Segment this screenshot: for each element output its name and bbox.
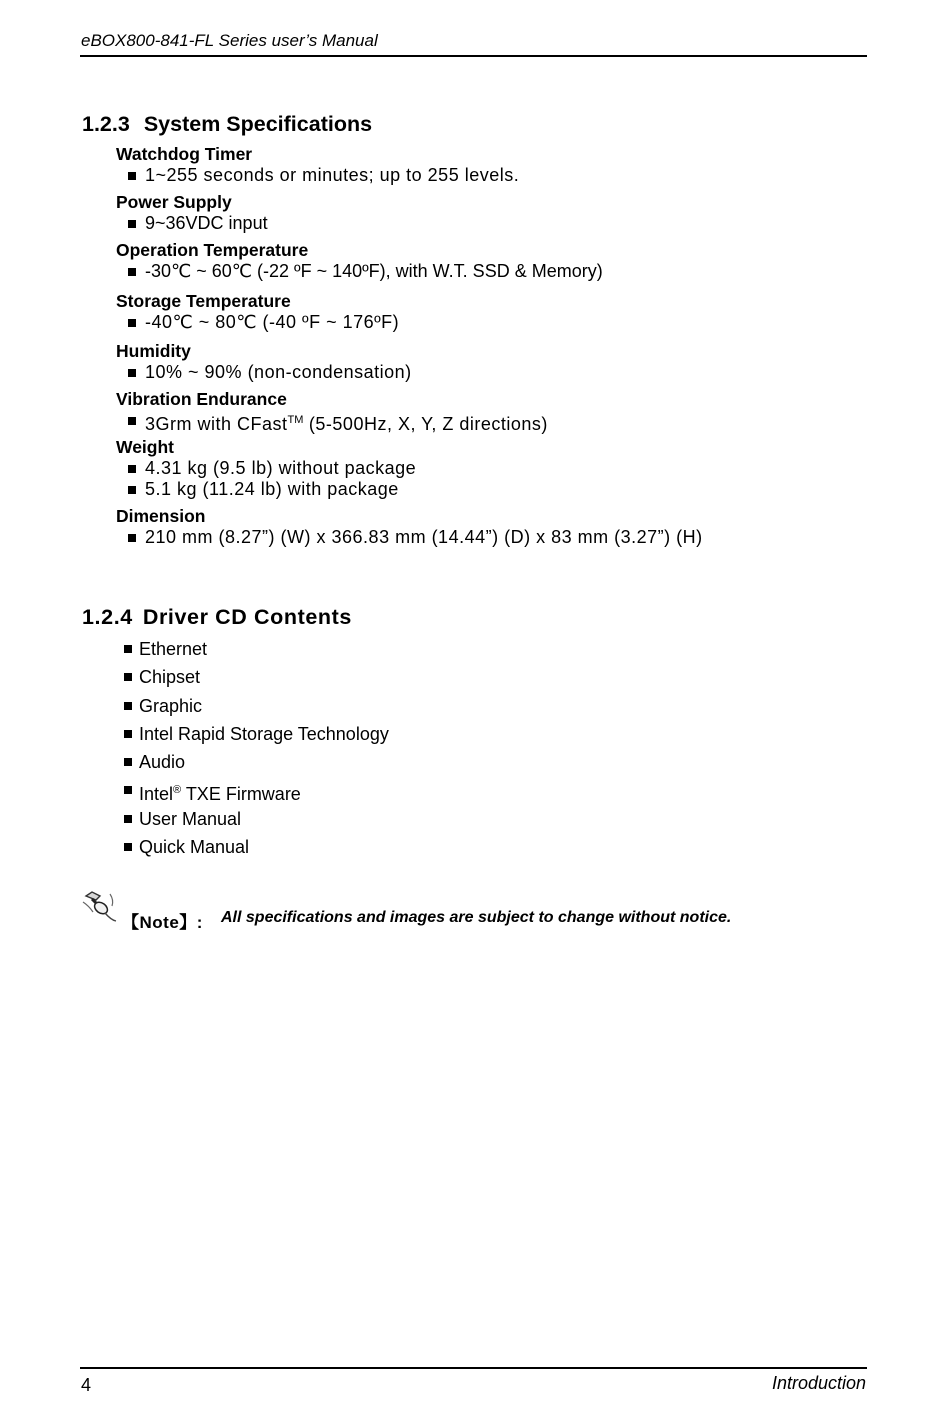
spec-group-operation-temperature: [116, 239, 876, 282]
spec-item-text: 4.31 kg (9.5 lb) without package: [145, 458, 417, 478]
spec-item: [116, 362, 876, 383]
header-divider: [80, 55, 867, 57]
spec-item-text: 3Grm with CFast: [145, 414, 288, 434]
pushpin-note-icon: [80, 890, 118, 924]
square-bullet-icon: [124, 843, 132, 851]
section-heading-driver-cd: [82, 605, 352, 630]
list-item: [122, 720, 389, 748]
list-item-text: Intel: [139, 784, 174, 805]
list-item-text: User Manual: [139, 808, 242, 829]
square-bullet-icon: [124, 645, 132, 653]
driver-cd-list: [122, 635, 389, 861]
list-item-text: Audio: [139, 752, 186, 773]
spec-item: [116, 165, 876, 186]
square-bullet-icon: [124, 730, 132, 738]
trademark-superscript: TM: [287, 414, 304, 426]
spec-item-text: (5-500Hz, X, Y, Z directions): [303, 414, 548, 434]
section-title: System Specifications: [143, 112, 373, 136]
list-item-text: Quick Manual: [139, 837, 250, 858]
spec-item-text: -30℃ ~ 60℃ (-22 ºF ~ 140ºF), with W.T. SSD & Memory): [145, 261, 603, 281]
spec-group-weight: [116, 436, 876, 500]
section-title: Driver CD Contents: [142, 605, 352, 629]
note-block: [80, 890, 880, 930]
square-bullet-icon: [128, 465, 136, 473]
list-item-text: Chipset: [139, 667, 201, 688]
spec-group-vibration: [116, 388, 876, 434]
list-item: [122, 776, 389, 804]
square-bullet-icon: [128, 220, 136, 228]
spec-title: Humidity: [116, 341, 191, 361]
spec-title: Weight: [116, 437, 175, 457]
list-item-text: Ethernet: [139, 639, 208, 659]
square-bullet-icon: [124, 758, 132, 766]
spec-item-text: 210 mm (8.27”) (W) x 366.83 mm (14.44”) (D) x 83 mm (3.27”) (H): [145, 527, 703, 547]
spec-title: Operation Temperature: [116, 240, 309, 260]
section-heading-system-specs: [82, 112, 372, 137]
list-item: [122, 692, 389, 720]
spec-item: [116, 312, 876, 333]
spec-item: [116, 458, 876, 479]
spec-item: [116, 261, 876, 282]
spec-title: Power Supply: [116, 192, 232, 212]
spec-group-power-supply: [116, 191, 876, 234]
spec-item-text: 5.1 kg (11.24 lb) with package: [145, 479, 399, 499]
list-item: [122, 833, 389, 861]
section-number: 1.2.4: [82, 605, 133, 629]
square-bullet-icon: [128, 417, 136, 425]
list-item: [122, 635, 389, 663]
spec-item-text: 1~255 seconds or minutes; up to 255 levels.: [145, 165, 520, 185]
spec-group-storage-temperature: [116, 290, 876, 333]
page-number: 4: [81, 1375, 92, 1395]
manual-title: eBOX800-841-FL Series user’s Manual: [81, 31, 378, 50]
list-item: [122, 805, 389, 833]
spec-item: [116, 410, 876, 434]
list-item: [122, 748, 389, 776]
spec-item: [116, 479, 876, 500]
square-bullet-icon: [124, 702, 132, 710]
spec-item-text: -40℃ ~ 80℃ (-40 ºF ~ 176ºF): [145, 312, 400, 332]
square-bullet-icon: [128, 369, 136, 377]
square-bullet-icon: [128, 268, 136, 276]
list-item-text: Graphic: [139, 695, 203, 716]
spec-item: [116, 213, 876, 234]
footer-section-name: Introduction: [771, 1373, 866, 1393]
note-label: 【Note】:: [122, 913, 203, 932]
list-item-text: Intel Rapid Storage Technology: [139, 723, 389, 744]
spec-title: Vibration Endurance: [116, 389, 287, 409]
spec-title: Watchdog Timer: [116, 144, 253, 164]
registered-superscript: ®: [173, 784, 182, 797]
footer-divider: [80, 1367, 867, 1369]
spec-group-dimension: [116, 505, 876, 548]
section-number: 1.2.3: [82, 112, 130, 136]
square-bullet-icon: [128, 319, 136, 327]
square-bullet-icon: [124, 786, 132, 794]
spec-title: Storage Temperature: [116, 291, 291, 311]
note-text: All specifications and images are subject to change without notice.: [221, 909, 732, 926]
square-bullet-icon: [128, 534, 136, 542]
spec-item: [116, 527, 876, 548]
square-bullet-icon: [124, 673, 132, 681]
square-bullet-icon: [128, 172, 136, 180]
spec-item-text: 9~36VDC input: [145, 213, 268, 233]
square-bullet-icon: [124, 815, 132, 823]
spec-title: Dimension: [116, 506, 206, 526]
spec-group-watchdog: [116, 143, 876, 186]
spec-item-text: 10% ~ 90% (non-condensation): [145, 362, 412, 382]
list-item-text: TXE Firmware: [181, 784, 301, 805]
spec-group-humidity: [116, 340, 876, 383]
square-bullet-icon: [128, 486, 136, 494]
list-item: [122, 663, 389, 691]
